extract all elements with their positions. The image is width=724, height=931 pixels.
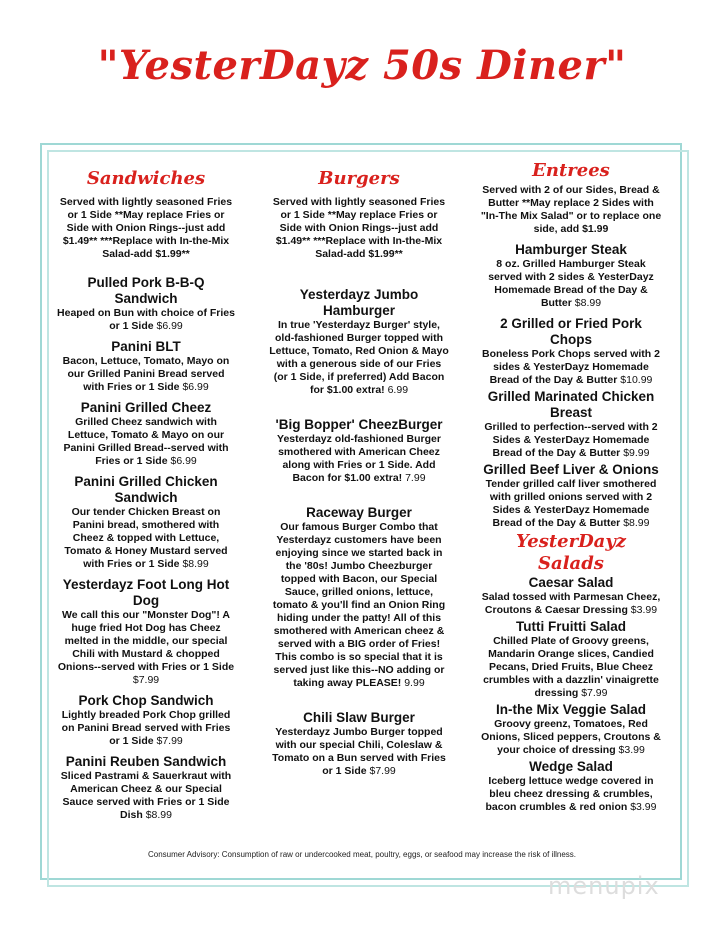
item-name: Yesterdayz Foot Long Hot Dog bbox=[62, 577, 230, 608]
item-desc: Our tender Chicken Breast on Panini bread, smothered with Cheez & topped with Lettuce, Tomato & Honey Mustard served with Fries or 1 Side bbox=[64, 506, 228, 570]
item-desc: Lightly breaded Pork Chop grilled on Panini Bread served with Fries or 1 Side bbox=[61, 709, 231, 747]
item-name: Raceway Burger bbox=[306, 505, 412, 520]
item-desc: Our famous Burger Combo that Yesterdayz customers have been enjoying since we started back in the '80s! Jumbo Cheezburger topped with Bacon, our Special Sauce, grilled onions, lettuce, tomato & you'll find an Onion Ring hiding under the patty! All of this smothered with American cheez & served with a BIG order of Fries! This combo is so special that it is served just like this--NO adding or taking away PLEASE! bbox=[272, 521, 446, 689]
item-desc: Bacon, Lettuce, Tomato, Mayo on our Grilled Panini Bread served with Fries or 1 Side bbox=[62, 355, 230, 393]
item-name: Pork Chop Sandwich bbox=[78, 693, 214, 708]
item-name: Hamburger Steak bbox=[515, 242, 627, 257]
menu-item bbox=[269, 417, 449, 485]
item-price: $8.99 bbox=[182, 558, 209, 570]
item-price: 7.99 bbox=[405, 472, 426, 484]
menu-item bbox=[57, 275, 235, 333]
menu-item bbox=[57, 754, 235, 822]
item-price: $3.99 bbox=[630, 604, 658, 616]
item-desc: Grilled to perfection--served with 2 Sides & YesterDayz Homemade Bread of the Day & Butter bbox=[484, 421, 658, 459]
menu-item bbox=[269, 710, 449, 778]
item-price: $7.99 bbox=[581, 687, 608, 699]
item-name: Yesterdayz Jumbo Hamburger bbox=[299, 287, 419, 318]
sandwiches-column bbox=[57, 168, 235, 822]
menu-item bbox=[57, 339, 235, 394]
item-name: 'Big Bopper' CheezBurger bbox=[275, 417, 443, 432]
item-name: Grilled Beef Liver & Onions bbox=[483, 462, 659, 477]
menu-item bbox=[480, 619, 662, 700]
item-price: $3.99 bbox=[618, 744, 645, 756]
item-price: $3.99 bbox=[630, 801, 657, 813]
item-desc: We call this our "Monster Dog"! A huge fried Hot Dog has Cheez melted in the middle, our special Chili with Mustard & chopped Onions--served with Fries or 1 Side bbox=[57, 609, 235, 673]
item-desc: Tender grilled calf liver smothered with grilled onions served with 2 Sides & YesterDayz Homemade Bread of the Day & Butter bbox=[485, 478, 657, 529]
item-desc: Iceberg lettuce wedge covered in bleu cheez dressing & crumbles, bacon crumbles & red onion bbox=[485, 775, 654, 813]
item-price: $10.99 bbox=[620, 374, 653, 386]
sandwiches-intro: Served with lightly seasoned Fries or 1 Side **May replace Fries or Side with Onion Rings--just add $1.49** ***Replace with In-the-Mix Salad-add $1.99** bbox=[59, 196, 233, 260]
consumer-advisory: Consumer Advisory: Consumption of raw or undercooked meat, poultry, eggs, or seafood may increase the risk of illness. bbox=[147, 850, 577, 859]
item-price: $6.99 bbox=[182, 381, 209, 393]
item-name: Caesar Salad bbox=[528, 575, 614, 590]
item-price: $8.99 bbox=[574, 297, 602, 309]
item-price: $6.99 bbox=[170, 455, 197, 467]
entrees-heading: Entrees bbox=[532, 160, 610, 181]
menu-item bbox=[57, 693, 235, 748]
item-desc: Yesterdayz old-fashioned Burger smothered with American Cheez along with Fries or 1 Side. Add Bacon for $1.00 extra! bbox=[277, 433, 441, 484]
salads-heading: YesterDayz Salads bbox=[515, 531, 627, 574]
item-price: $8.99 bbox=[145, 809, 172, 821]
item-price: $7.99 bbox=[156, 735, 183, 747]
item-name: Wedge Salad bbox=[529, 759, 613, 774]
item-desc: Chilled Plate of Groovy greens, Mandarin Orange slices, Candied Pecans, Dried Fruits, Blue Cheez crumbles with a dazzlin' vinaigrette dressing bbox=[483, 635, 659, 699]
item-desc: Groovy greenz, Tomatoes, Red Onions, Sliced peppers, Croutons & your choice of dressing bbox=[481, 718, 661, 756]
item-name: Tutti Fruitti Salad bbox=[516, 619, 626, 634]
menu-item bbox=[269, 505, 449, 690]
item-desc: 8 oz. Grilled Hamburger Steak served with 2 sides & YesterDayz Homemade Bread of the Day & Butter bbox=[488, 258, 654, 309]
item-desc: In true 'Yesterdayz Burger' style, old-fashioned Burger topped with Lettuce, Tomato, Red Onion & Mayo with a generous side of our Fries (or 1 Side, if preferred) Add Bacon for $1.00 extra! bbox=[269, 319, 449, 396]
menu-item bbox=[480, 575, 662, 617]
item-desc: Yesterdayz Jumbo Burger topped with our special Chili, Coleslaw & Tomato on a Bun served with Fries or 1 Side bbox=[272, 726, 446, 777]
burgers-column bbox=[269, 168, 449, 778]
item-desc: Salad tossed with Parmesan Cheez, Croutons & Caesar Dressing bbox=[481, 591, 661, 616]
sandwiches-heading: Sandwiches bbox=[86, 168, 206, 189]
item-price: $6.99 bbox=[156, 320, 183, 332]
watermark-logo: menupix bbox=[548, 872, 660, 900]
menu-item bbox=[480, 759, 662, 814]
item-name: In-the Mix Veggie Salad bbox=[495, 702, 647, 717]
item-name: Pulled Pork B-B-Q Sandwich bbox=[87, 275, 205, 306]
menu-item bbox=[480, 242, 662, 310]
item-name: Chili Slaw Burger bbox=[303, 710, 415, 725]
menu-item bbox=[269, 287, 449, 397]
burgers-heading: Burgers bbox=[318, 168, 400, 189]
entrees-intro: Served with 2 of our Sides, Bread & Butter **May replace 2 Sides with "In-The Mix Salad" or to replace one side, add $1.99 bbox=[480, 184, 662, 235]
item-name: Panini Grilled Chicken Sandwich bbox=[74, 474, 218, 505]
item-name: Panini BLT bbox=[111, 339, 181, 354]
item-desc: Grilled Cheez sandwich with Lettuce, Tomato & Mayo on our Panini Grilled Bread--served with Fries or 1 Side bbox=[63, 416, 229, 467]
menu-item bbox=[480, 316, 662, 387]
item-price: 6.99 bbox=[387, 384, 409, 396]
item-price: $9.99 bbox=[623, 447, 650, 459]
menu-item bbox=[57, 577, 235, 687]
item-price: $7.99 bbox=[132, 674, 160, 686]
menu-item bbox=[480, 462, 662, 530]
item-desc: Sliced Pastrami & Sauerkraut with American Cheez & our Special Sauce served with Fries or 1 Side Dish bbox=[60, 770, 232, 821]
item-price: 9.99 bbox=[404, 677, 425, 689]
menu-item bbox=[480, 389, 662, 460]
menu-title: "YesterDayz 50s Diner" bbox=[97, 42, 627, 89]
item-name: Panini Grilled Cheez bbox=[80, 400, 212, 415]
item-price: $7.99 bbox=[369, 765, 396, 777]
menu-item bbox=[480, 702, 662, 757]
menu-item bbox=[57, 474, 235, 571]
item-desc: Boneless Pork Chops served with 2 sides & YesterDayz Homemade Bread of the Day & Butter bbox=[482, 348, 660, 386]
item-price: $8.99 bbox=[623, 517, 650, 529]
item-name: Panini Reuben Sandwich bbox=[65, 754, 227, 769]
entrees-column bbox=[480, 160, 662, 814]
menu-item bbox=[57, 400, 235, 468]
item-name: 2 Grilled or Fried Pork Chops bbox=[500, 316, 642, 347]
burgers-intro: Served with lightly seasoned Fries or 1 Side **May replace Fries or Side with Onion Rings--just add $1.49** ***Replace with In-the-Mix Salad-add $1.99** bbox=[272, 196, 446, 260]
item-name: Grilled Marinated Chicken Breast bbox=[487, 389, 655, 420]
item-desc: Heaped on Bun with choice of Fries or 1 Side bbox=[57, 307, 235, 332]
